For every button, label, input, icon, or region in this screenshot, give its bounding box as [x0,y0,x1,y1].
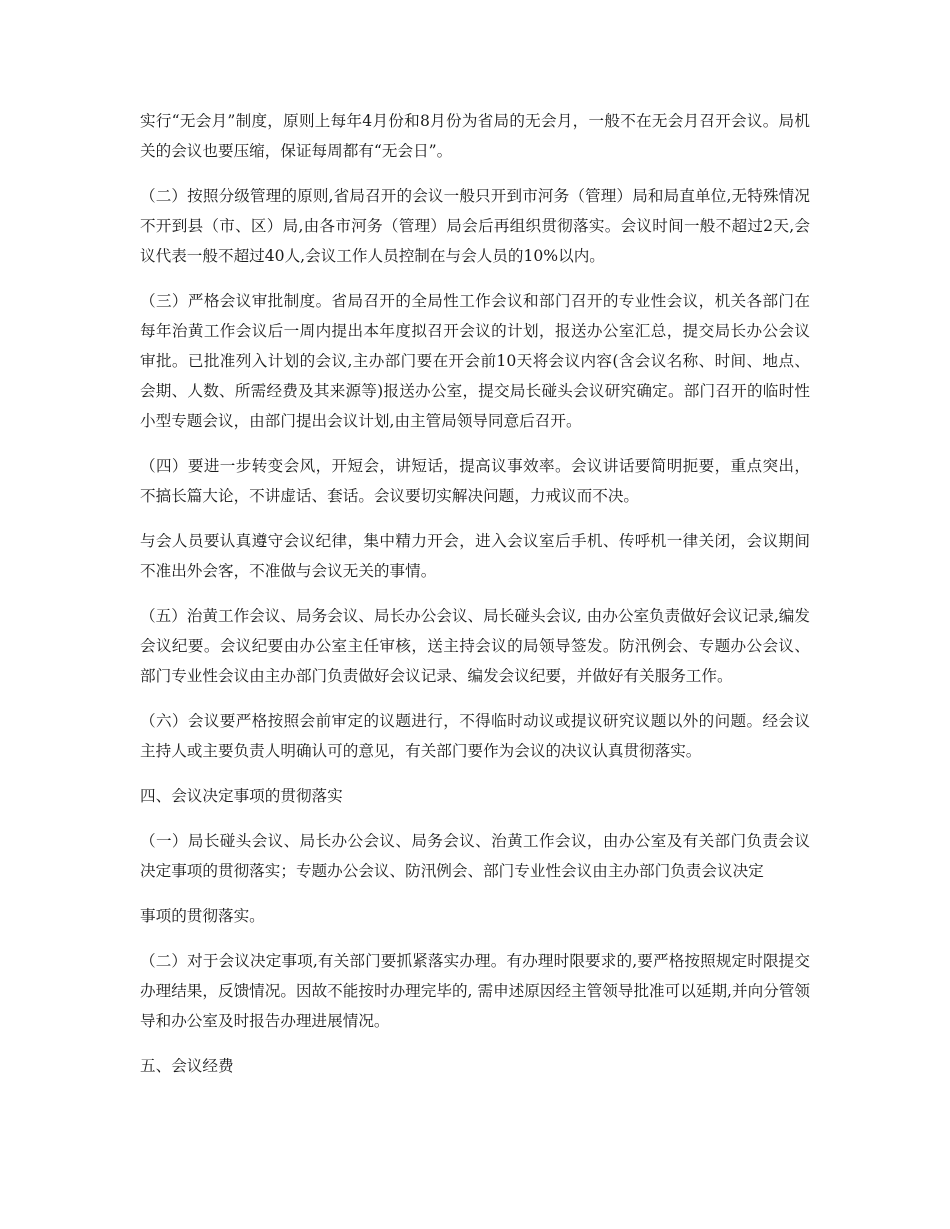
paragraph-item-3-approval-system: （三）严格会议审批制度。省局召开的全局性工作会议和部门召开的专业性会议，机关各部门在每年治黄工作会议后一周内提出本年度拟召开会议的计划，报送办公室汇总，提交局长办公会议审批。已批准列入计划的会议,主办部门要在开会前10天将会议内容(含会议名称、时间、地点、会期、人数、所需经费及其来源等)报送办公室，提交局长碰头会议研究确定。部门召开的临时性小型专题会议，由部门提出会议计划,由主管局领导同意后召开。 [140,292,810,430]
paragraph-4-2-deadlines: （二）对于会议决定事项,有关部门要抓紧落实办理。有办理时限要求的,要严格按照规定时限提交办理结果，反馈情况。因故不能按时办理完毕的, 需申述原因经主管领导批准可以延期,并向分管领导和办公室及时报告办理进展情况。 [140,952,810,1030]
section-heading-4-implementation: 四、会议决定事项的贯彻落实 [140,787,343,805]
paragraph-no-meeting-month: 实行“无会月”制度，原则上每年4月份和8月份为省局的无会月，一般不在无会月召开会议。局机关的会议也要压缩，保证每周都有“无会日”。 [140,112,810,160]
paragraph-item-4-meeting-style: （四）要进一步转变会风，开短会，讲短话，提高议事效率。会议讲话要简明扼要，重点突出，不搞长篇大论，不讲虚话、套话。会议要切实解决问题，力戒议而不决。 [140,457,810,505]
section-heading-5-funding: 五、会议经费 [140,1057,234,1075]
document-body [140,106,810,1096]
paragraph-4-1-responsibility: （一）局长碰头会议、局长办公会议、局务会议、治黄工作会议，由办公室及有关部门负责会议决定事项的贯彻落实；专题办公会议、防汛例会、部门专业性会议由主办部门负责会议决定 [140,832,810,880]
paragraph-meeting-discipline: 与会人员要认真遵守会议纪律，集中精力开会，进入会议室后手机、传呼机一律关闭，会议期间不准出外会客，不准做与会议无关的事情。 [140,532,810,580]
paragraph-item-5-minutes: （五）治黄工作会议、局务会议、局长办公会议、局长碰头会议, 由办公室负责做好会议记录,编发会议纪要。会议纪要由办公室主任审核，送主持会议的局领导签发。防汛例会、专题办公会议、部门专业性会议由主办部门负责做好会议记录、编发会议纪要，并做好有关服务工作。 [140,607,810,685]
paragraph-4-1-continuation: 事项的贯彻落实。 [140,907,265,925]
paragraph-item-6-agenda: （六）会议要严格按照会前审定的议题进行，不得临时动议或提议研究议题以外的问题。经会议主持人或主要负责人明确认可的意见，有关部门要作为会议的决议认真贯彻落实。 [140,712,810,760]
paragraph-item-2-tiered-management: （二）按照分级管理的原则,省局召开的会议一般只开到市河务（管理）局和局直单位,无特殊情况不开到县（市、区）局,由各市河务（管理）局会后再组织贯彻落实。会议时间一般不超过2天,会议代表一般不超过40人,会议工作人员控制在与会人员的10%以内。 [140,187,810,265]
